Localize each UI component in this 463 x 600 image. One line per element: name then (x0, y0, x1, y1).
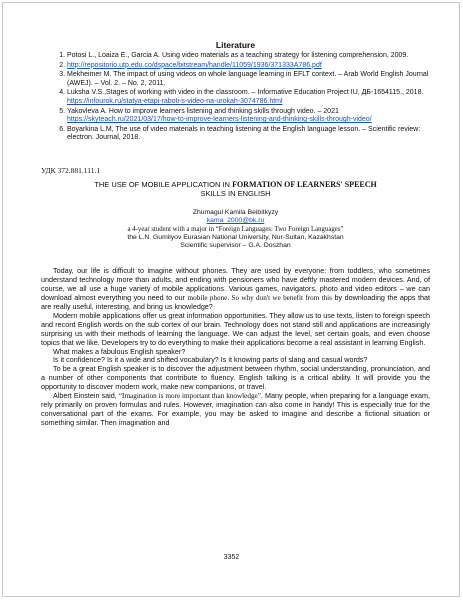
reference-text: Mekheimer M. The impact of using videos on whole language learning in EFLT context. – Arab World English Journal (AWEJ). – Vol. 2. – No. 2, 2011. (67, 71, 429, 87)
reference-text: Luksha V.S.,Stages of working with video in the classroom. – Informative Education Project IU, ДБ-1654115., 2018. (67, 89, 424, 97)
einstein-quote: “Imagination is more important than knowledge” (118, 392, 261, 401)
title-part-2: FORMATION OF LEARNERS' SPEECH (232, 179, 377, 189)
affiliation-prefix: a 4-year student with a major in (127, 225, 216, 233)
reference-item (67, 126, 430, 143)
paragraph: Is it confidence? Is it a wide and shifted vocabulary? Is it knowing parts of slang and casual words? (53, 355, 368, 365)
affiliation-major: “Foreign Languages: Two Foreign Languages” (215, 225, 344, 233)
page-number: 3352 (223, 554, 240, 561)
reference-item (67, 71, 430, 88)
reference-link[interactable]: https://infourok.ru/statya-etapi-raboti-s-video-na-urokah-3074786.html (67, 97, 283, 105)
reference-link[interactable]: https://skyteach.ru/2021/03/17/how-to-improve-learners-listening-and-thinking-skills-through-video/ (67, 116, 372, 124)
reference-item (67, 62, 430, 71)
scientific-supervisor: Scientific supervisor – G.A. Doszhan (180, 242, 291, 250)
title-part-1: THE USE OF MOBILE APPLICATION IN (94, 179, 233, 189)
paragraph-text: by downloading the apps that are really useful, interesting, and bring us knowledge? (41, 293, 430, 312)
reference-link[interactable]: http://repositorio.utp.edu.co/dspace/bitstream/handle/11059/1936/371333A786.pdf (67, 61, 322, 69)
paragraph-text: Today, our life is difficult to imagine without phones. They are used by everyone: from toddlers, who sometimes understand technology more than adults, and ending with pensioners who have deftly mastered modern devices. And, of course, we all use a huge variety of mobile applications. Various games, navigators, photo and video editors – we can download almost everything you need to our (41, 266, 430, 303)
paragraph (41, 267, 430, 312)
reference-item (67, 108, 430, 125)
affiliation-university: the L.N. Gumilyov Eurasian National University, Nur-Sultan, Kazakhstan (127, 233, 344, 241)
udk-code: УДК 372.881.111.1 (41, 165, 101, 175)
author-name: Zhumagul Kamila Beibitkyzy (192, 208, 279, 216)
paragraph-text-serif: mobile phone. So why don't we benefit from this (187, 294, 332, 303)
author-email[interactable]: kama_2000@bk.ru (206, 217, 265, 225)
reference-text: Boyarkina L.M, The use of video materials in teaching listening at the English language lesson. – Scientific review: electron. Journal, 2018. (67, 125, 421, 142)
paragraph: What makes a fabulous English speaker? (53, 346, 186, 356)
author-block (41, 209, 430, 250)
paragraph-text: . Many people, when preparing for a language exam, rely primarily on proven formulas and rules. However, imagination can also come in handy! This is especially true for the conversational part of the exams. For example, you may be asked to imagine and describe a fictional situation or something similar. Then imagination and (41, 391, 431, 427)
paragraph: To be a great English speaker is to discover the adjustment between rhythm, social understanding, pronunciation, and a number of other components that contribute to fluency. English talking is a critical ability. It will provide you the opportunity to discover modern work, make new companions, or travel. (41, 364, 430, 392)
reference-item (67, 89, 430, 106)
article-title (41, 180, 430, 199)
title-line-2: SKILLS IN ENGLISH (200, 189, 271, 199)
reference-text: Potosi L., Loaiza E., Garcia A. Using video materials as a teaching strategy for listening comprehension, 2009. (67, 52, 409, 59)
paragraph-text: Albert Einstein said, (53, 391, 119, 401)
literature-heading: Literature (215, 40, 256, 50)
references-list (41, 52, 430, 143)
reference-text: Yakovleva A. How to improve learners listening and thinking skills through video. – 2021 (67, 107, 339, 115)
article-body (41, 267, 430, 427)
page-content (41, 40, 430, 428)
paragraph (41, 392, 430, 428)
paragraph: Modern mobile applications offer us great information opportunities. They allow us to use texts, listen to foreign speech and record English words on the sub cortex of our brain. Technology does not stand still and applications are increasingly surprising us with their methods of learning the language. We can adjust the level, set certain goals, and even choose topics that we like. Developers try to do everything to make their applications become a real assistant in learning English. (41, 310, 430, 347)
reference-item (67, 52, 430, 61)
